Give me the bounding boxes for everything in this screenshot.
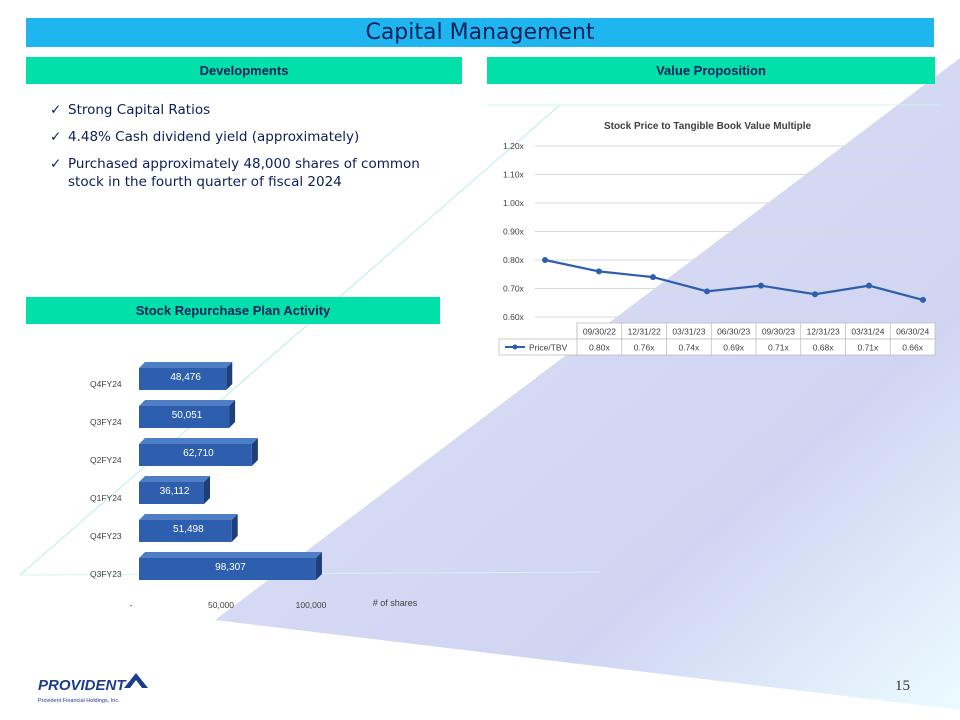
x-tick-label: 09/30/22 <box>582 326 616 337</box>
data-point <box>650 274 656 280</box>
data-label: 0.76x <box>633 342 655 353</box>
developments-list <box>50 101 450 200</box>
y-tick-label: 1.10x <box>503 169 524 180</box>
bar-top-face <box>139 400 235 406</box>
data-point <box>542 257 548 263</box>
bar-top-face <box>139 362 232 368</box>
value-proposition-header <box>487 57 935 84</box>
y-tick-label: Q3FY23 <box>90 569 122 579</box>
bar-value-label: 51,498 <box>173 524 204 535</box>
checkmark-icon: ✓ <box>50 156 62 172</box>
y-tick-label: 0.90x <box>503 226 524 237</box>
repurchase-header-label: Stock Repurchase Plan Activity <box>135 303 331 318</box>
bullet-text: Strong Capital Ratios <box>68 102 211 118</box>
chart-title: Stock Price to Tangible Book Value Multiple <box>603 121 812 132</box>
data-label: 0.74x <box>678 342 700 353</box>
slide-title: Capital Management <box>365 20 595 45</box>
y-tick-label: 0.80x <box>503 255 524 265</box>
x-tick-label: - <box>129 600 133 610</box>
x-tick-label: 03/31/24 <box>851 326 885 337</box>
x-tick-label: 03/31/23 <box>672 326 706 337</box>
logo-subtext: Provident Financial Holdings, Inc. <box>38 698 120 704</box>
bar-value-label: 36,112 <box>159 486 190 497</box>
y-tick-label: 0.60x <box>503 312 524 322</box>
x-tick-label: 09/30/23 <box>761 326 795 337</box>
page-number: 15 <box>895 678 910 694</box>
x-axis-label: # of shares <box>372 598 418 608</box>
data-label: 0.71x <box>857 342 879 353</box>
bar-top-face <box>139 476 210 482</box>
series-line <box>545 260 923 300</box>
x-tick-label: 100,000 <box>295 600 327 610</box>
data-point <box>866 283 872 289</box>
list-item <box>50 101 450 119</box>
x-tick-label: 06/30/24 <box>896 326 930 337</box>
legend-marker <box>513 345 518 350</box>
logo-text: PROVIDENT <box>38 677 126 694</box>
data-point <box>920 297 926 303</box>
repurchase-bar-chart <box>70 350 450 615</box>
x-tick-label: 50,000 <box>208 600 234 610</box>
data-label: 0.66x <box>902 342 924 353</box>
bar-value-label: 98,307 <box>215 562 246 573</box>
y-tick-label: Q3FY24 <box>90 417 122 427</box>
bar-top-face <box>139 438 258 444</box>
value-proposition-header-label: Value Proposition <box>656 63 766 78</box>
y-tick-label: 0.70x <box>503 283 524 294</box>
bar-value-label: 50,051 <box>171 410 203 421</box>
bullet-text: 4.48% Cash dividend yield (approximately) <box>68 129 360 145</box>
y-tick-label: Q1FY24 <box>90 493 122 503</box>
y-tick-label: Q4FY24 <box>90 379 122 389</box>
repurchase-header <box>26 297 440 324</box>
data-label: 0.71x <box>767 342 789 353</box>
list-item <box>50 128 450 146</box>
bullet-text: Purchased approximately 48,000 shares of common stock in the fourth quarter of fiscal 2024 <box>68 156 420 190</box>
developments-header-label: Developments <box>199 63 289 78</box>
x-tick-label: 12/31/22 <box>627 326 661 337</box>
slide-title-bar <box>26 18 934 47</box>
checkmark-icon: ✓ <box>50 129 62 145</box>
y-tick-label: 1.00x <box>503 198 524 208</box>
y-tick-label: Q2FY24 <box>90 455 122 465</box>
provident-logo <box>38 668 158 708</box>
data-point <box>758 283 764 289</box>
checkmark-icon: ✓ <box>50 102 62 118</box>
data-label: 0.69x <box>723 342 745 353</box>
data-point <box>596 268 602 274</box>
x-tick-label: 06/30/23 <box>717 326 751 337</box>
y-tick-label: Q4FY23 <box>90 531 122 541</box>
data-label: 0.68x <box>812 342 834 353</box>
price-tbv-chart <box>495 110 940 360</box>
data-point <box>812 291 818 297</box>
bar-value-label: 62,710 <box>183 448 214 459</box>
bar-value-label: 48,476 <box>170 372 201 383</box>
bar-top-face <box>139 514 238 520</box>
x-tick-label: 12/31/23 <box>806 326 840 337</box>
data-point <box>704 288 710 294</box>
list-item <box>50 155 450 191</box>
bar-top-face <box>139 552 322 558</box>
legend-label: Price/TBV <box>529 342 568 353</box>
data-label: 0.80x <box>588 342 610 353</box>
y-tick-label: 1.20x <box>503 141 524 151</box>
developments-header <box>26 57 462 84</box>
